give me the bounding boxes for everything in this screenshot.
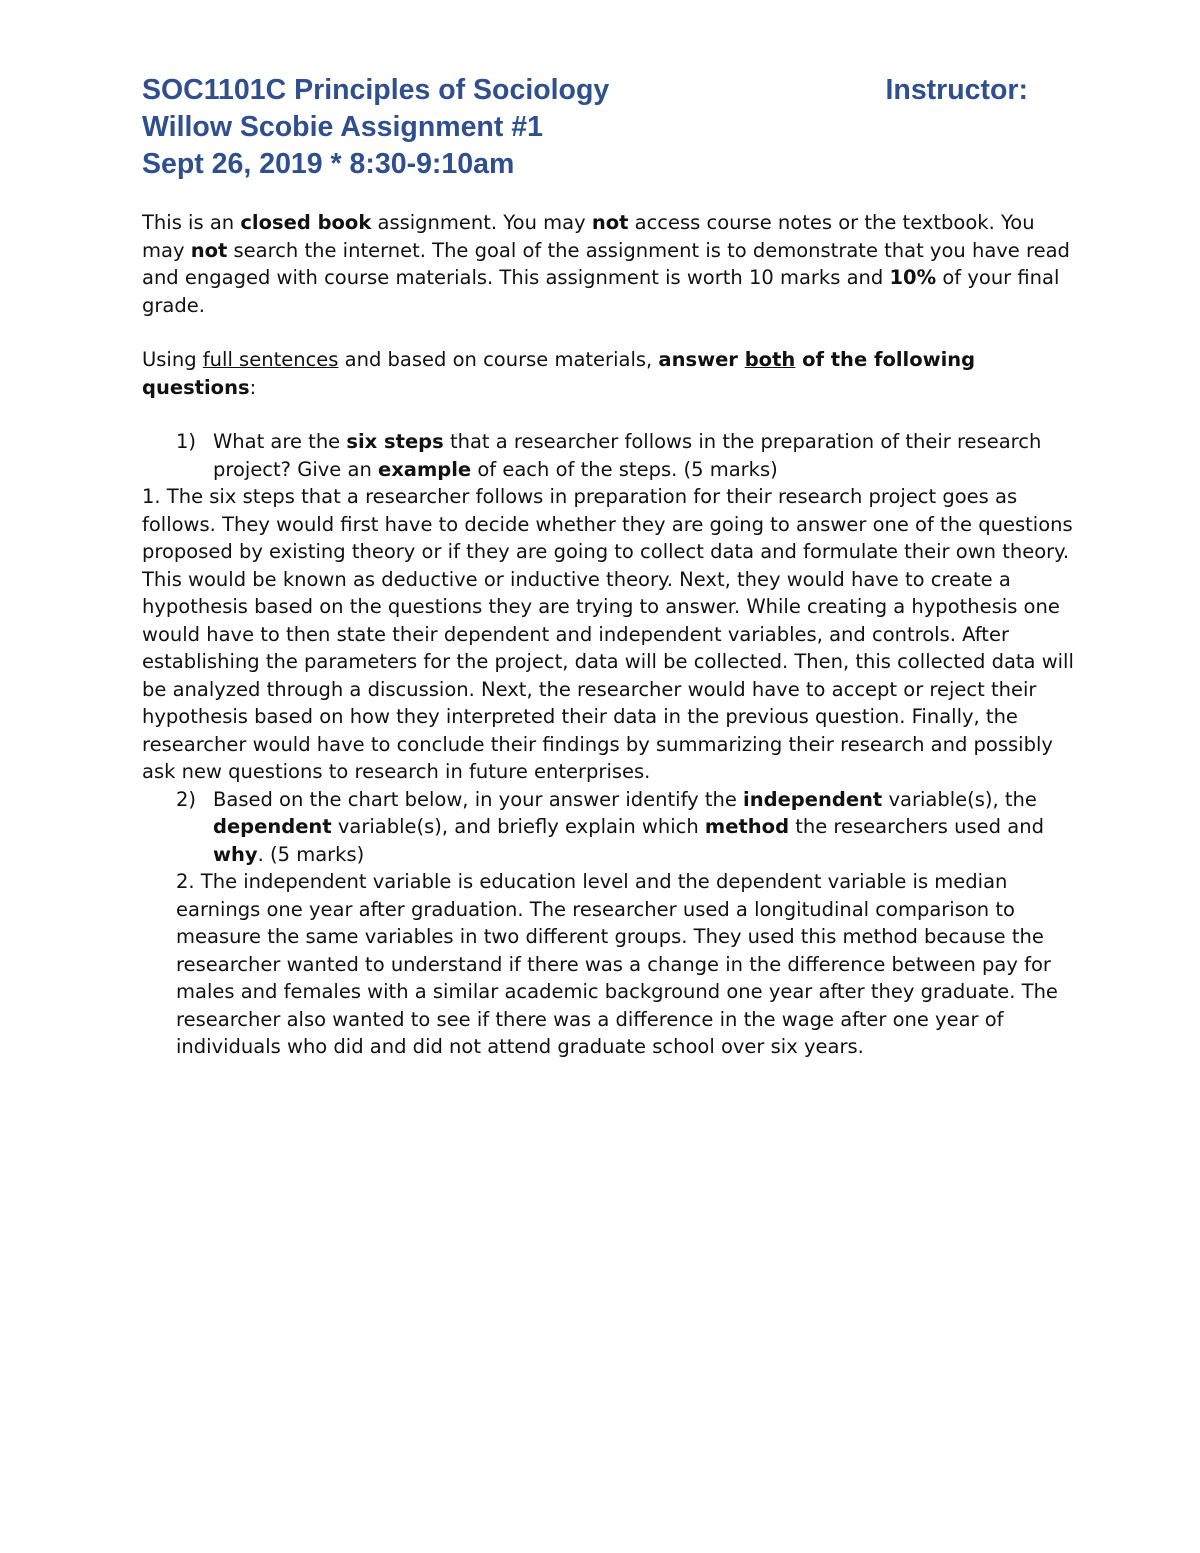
question-text: What are the six steps that a researcher follows in the preparation of their research project? Give an example of each of the steps. (5 marks) [213, 430, 1042, 481]
instructor-label: Instructor: [885, 74, 1028, 106]
course-title: SOC1101C Principles of Sociology [142, 74, 610, 106]
bold-not: not [591, 211, 629, 234]
bold-underlined-both: both [744, 348, 796, 371]
answer-1: 1. The six steps that a researcher follows in preparation for their research project goes as follows. They would first have to decide whether they are going to answer one of the questions proposed by existing theory or if they are going to collect data and formulate their own theory. This would be known as deductive or inductive theory. Next, they would have to create a hypothesis based on the questions they are trying to answer. While creating a hypothesis one would have to then state their dependent and independent variables, and controls. After establishing the parameters for the project, data will be collected. Then, this collected data will be analyzed through a discussion. Next, the researcher would have to accept or reject their hypothesis based on how they interpreted their data in the previous question. Finally, the researcher would have to conclude their findings by summarizing their research and possibly ask new questions to research in future enterprises. [142, 485, 1074, 783]
question-text: Based on the chart below, in your answer identify the independent variable(s), the dependent variable(s), and briefly explain which method the researchers used and why. (5 marks) [213, 787, 1044, 866]
question-number: 1) [176, 430, 197, 453]
underlined-full-sentences: full sentences [202, 348, 339, 371]
document-header [142, 72, 1042, 183]
bold-percent: 10% [889, 266, 937, 289]
question-number: 2) [176, 787, 197, 811]
intro-paragraph: This is an closed book assignment. You may not access course notes or the textbook. You may not search the internet. The goal of the assignment is to demonstrate that you have read and engaged with course materials. This assignment is worth 10 marks and 10% of your final grade. [142, 211, 1070, 317]
assignment-title: Willow Scobie Assignment #1 [142, 111, 543, 143]
instructions-paragraph: Using full sentences and based on course materials, answer both of the following questions: [142, 348, 976, 399]
question-1 [176, 428, 1082, 483]
assignment-date: Sept 26, 2019 * 8:30-9:10am [142, 148, 515, 180]
answer-2: 2. The independent variable is education level and the dependent variable is median earnings one year after graduation. The researcher used a longitudinal comparison to measure the same variables in two different groups. They used this method because the researcher wanted to understand if there was a change in the difference between pay for males and females with a similar academic background one year after they graduate. The researcher also wanted to see if there was a difference in the wage after one year of individuals who did and did not attend graduate school over six years. [176, 870, 1058, 1058]
header-line-1 [142, 72, 1042, 109]
document-body [142, 209, 1082, 1061]
bold-not: not [190, 238, 228, 262]
bold-closed-book: closed book [240, 211, 372, 234]
question-2 [176, 786, 1082, 869]
